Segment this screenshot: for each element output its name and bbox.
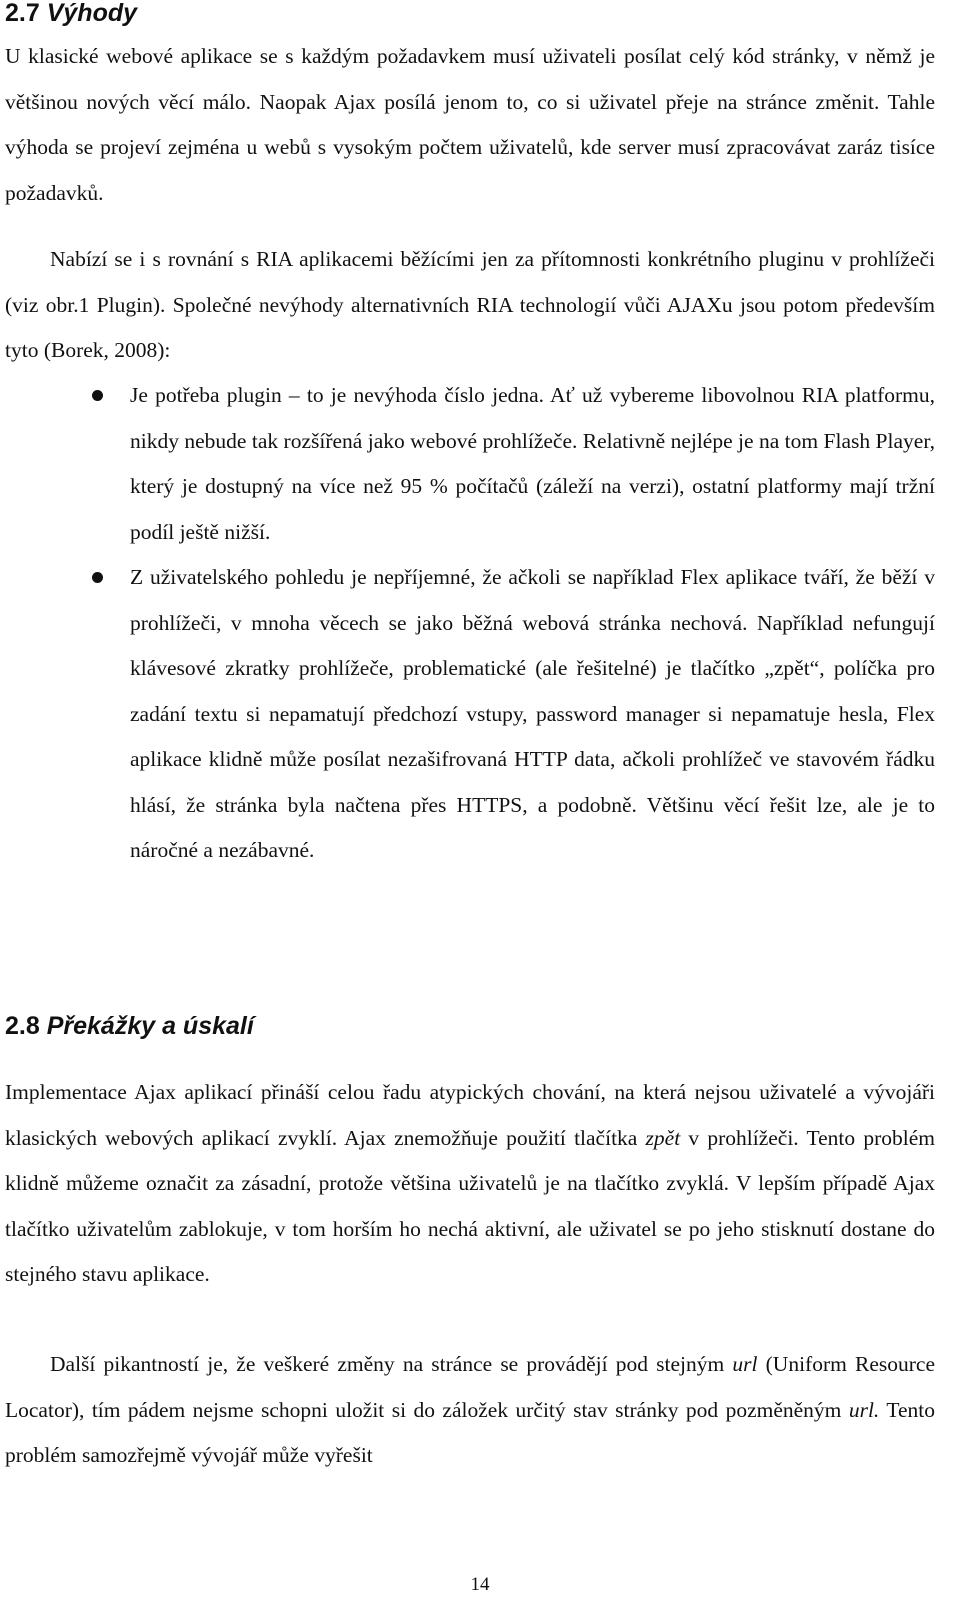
paragraph (5, 1070, 935, 1298)
text-run: Tento problém samozřejmě vývojář může vyřešit (5, 1397, 935, 1467)
emphasis-text: zpět (645, 1125, 681, 1150)
text-run: v prohlížeči. Tento problém klidně můžeme označit za zásadní, protože většina uživatelů je na tlačítko zvyklá. V lepším případě Ajax tlačítko uživatelům zablokuje, v tom horším ho nechá aktivní, ale uživatel se po jeho stisknutí dostane do stejného stavu aplikace. (5, 1125, 935, 1286)
section-title: Výhody (46, 0, 138, 27)
paragraph (5, 1342, 935, 1479)
page-number: 14 (470, 1574, 490, 1595)
section-heading-vyhody (5, 0, 137, 26)
bullet-icon (92, 390, 103, 401)
emphasis-text: url (732, 1352, 758, 1376)
bullet-icon (92, 572, 103, 583)
list-item (5, 373, 935, 555)
paragraph: Nabízí se i s rovnání s RIA aplikacemi běžícími jen za přítomnosti konkrétního pluginu v prohlížeči (viz obr.1 Plugin). Společné nevýhody alternativních RIA technologií vůči AJAXu jsou potom především tyto (Borek, 2008): (5, 247, 935, 362)
list-item-text: Je potřeba plugin – to je nevýhoda číslo jedna. Ať už vybereme libovolnou RIA platformu, nikdy nebude tak rozšířená jako webové prohlížeče. Relativně nejlépe je na tom Flash Player, který je dostupný na více než 95 % počítačů (záleží na verzi), ostatní platformy mají tržní podíl ještě nižší. (130, 383, 935, 544)
section-number: 2.7 (5, 0, 40, 27)
text-run: (Uniform Resource Locator), tím pádem nejsme schopni uložit si do záložek určitý stav stránky pod pozměněným (5, 1352, 935, 1422)
list-item (5, 555, 935, 874)
section-number: 2.8 (5, 1012, 40, 1040)
text-run: Implementace Ajax aplikací přináší celou řadu atypických chování, na která nejsou uživatelé a vývojáři klasických webových aplikací zvyklí. Ajax znemožňuje použití tlačítka (5, 1080, 935, 1150)
paragraph: U klasické webové aplikace se s každým požadavkem musí uživateli posílat celý kód stránky, v němž je většinou nových věcí málo. Naopak Ajax posílá jenom to, co si uživatel přeje na stránce změnit. Tahle výhoda se projeví zejména u webů s vysokým počtem uživatelů, kde server musí zpracovávat zaráz tisíce požadavků. (5, 44, 935, 205)
section-heading-prekazky (5, 1013, 254, 1039)
section-title: Překážky a úskalí (46, 1012, 254, 1040)
text-run: Další pikantností je, že veškeré změny na stránce se provádějí pod stejným (50, 1352, 733, 1376)
list-item-text: Z uživatelského pohledu je nepříjemné, že ačkoli se například Flex aplikace tváří, že běží v prohlížeči, v mnoha věcech se jako běžná webová stránka nechová. Například nefungují klávesové zkratky prohlížeče, problematické (ale řešitelné) je tlačítko „zpět“, políčka pro zadání textu si nepamatují předchozí vstupy, password manager si nepamatuje hesla, Flex aplikace klidně může posílat nezašifrovaná HTTP data, ačkoli prohlížeč ve stavovém řádku hlásí, že stránka byla načtena přes HTTPS, a podobně. Většinu věcí řešit lze, ale je to náročné a nezábavné. (130, 565, 935, 862)
bullet-list (5, 373, 935, 874)
emphasis-text: url. (848, 1397, 880, 1422)
